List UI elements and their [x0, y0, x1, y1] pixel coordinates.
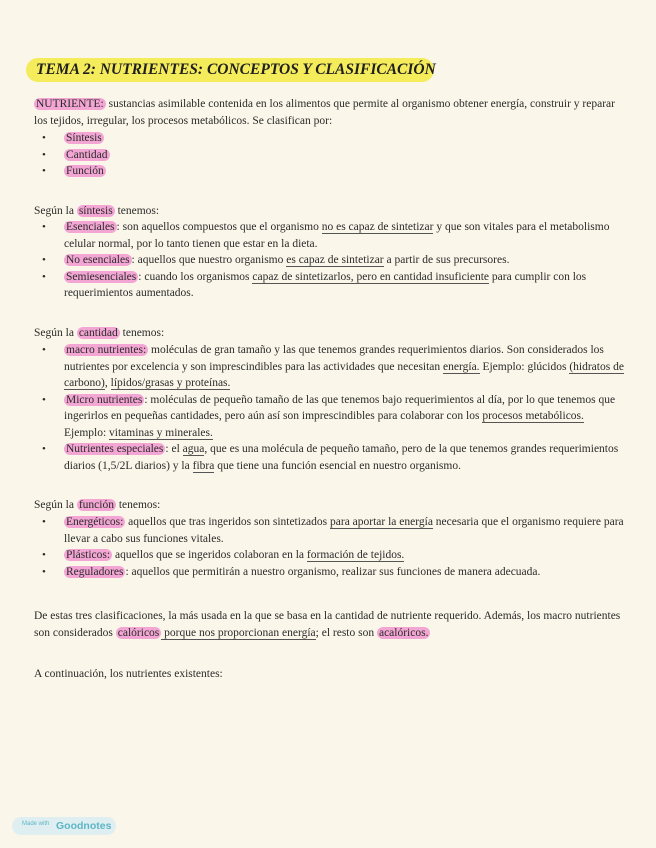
- badge-brand: Goodnotes: [56, 819, 112, 832]
- list-item: • Micro nutrientes : moléculas de pequeño tamaño de las que tenemos bajo requerimientos al día, por lo que tenemos que ingerirlos en pequeñas cantidades, pero aún así son imprescindibles para colaborar con los procesos metabólicos. Ejemplo: vitaminas y minerales.: [34, 392, 624, 442]
- badge-small-text: Made with: [22, 821, 50, 827]
- next-section-text: A continuación, los nutrientes existentes:: [34, 668, 223, 680]
- sintesis-heading: Según la síntesis tenemos:: [34, 205, 160, 217]
- funcion-key: función: [78, 499, 114, 511]
- sintesis-key: síntesis: [78, 205, 113, 217]
- cantidad-heading: Según la cantidad tenemos:: [34, 327, 165, 339]
- sintesis-list: [34, 219, 624, 302]
- list-item: • No esenciales : aquellos que nuestro organismo es capaz de sintetizar a partir de sus precursores.: [34, 252, 624, 269]
- classification-list: [34, 130, 624, 180]
- nutriente-term: NUTRIENTE:: [36, 98, 104, 110]
- list-item: • macro nutrientes: moléculas de gran tamaño y las que tenemos grandes requerimientos diarios. Son considerados los nutrientes por excelencia y son imprescindibles para las actividades que necesitan energía. Ejemplo: glúcidos (hidratos de carbono), lípidos/grasas y proteínas.: [34, 342, 624, 392]
- funcion-heading: Según la función tenemos:: [34, 499, 161, 511]
- list-item: • Función: [34, 163, 624, 180]
- cantidad-key: cantidad: [78, 327, 118, 339]
- goodnotes-badge: [12, 817, 116, 835]
- list-item: • Nutrientes especiales : el agua, que es una molécula de pequeño tamaño, pero de la que tenemos grandes requerimientos diarios (1,5/2L diarios) y la fibra que tiene una función esencial en nuestro organismo.: [34, 441, 624, 474]
- list-item: • Reguladores : aquellos que permitirán a nuestro organismo, realizar sus funciones de manera adecuada.: [34, 564, 624, 581]
- list-item: • Esenciales : son aquellos compuestos que el organismo no es capaz de sintetizar y que son vitales para el metabolismo celular normal, por lo tanto tienen que estar en la dieta.: [34, 219, 624, 252]
- nutriente-definition: [34, 96, 626, 129]
- conclusion-paragraph: De estas tres clasificaciones, la más usada en la que se basa en la cantidad de nutriente requerido. Además, los macro nutrientes son considerados calóricos porque nos proporcionan energía; el resto son acalóricos.: [34, 610, 621, 639]
- list-item: • Semiesenciales : cuando los organismos capaz de sintetizarlos, pero en cantidad insuficiente para cumplir con los requerimientos aumentados.: [34, 269, 624, 302]
- page-title: TEMA 2: NUTRIENTES: CONCEPTOS Y CLASIFICACIÓN: [36, 61, 436, 78]
- list-item: • Energéticos: aquellos que tras ingeridos son sintetizados para aportar la energía necesaria que el organismo requiere para llevar a cabo sus funciones vitales.: [34, 514, 624, 547]
- list-item: • Cantidad: [34, 147, 624, 164]
- nutriente-text: sustancias asimilable contenida en los alimentos que permite al organismo obtener energía, construir y reparar los tejidos, irregular, los procesos metabólicos. Se clasifican por:: [34, 98, 615, 127]
- title-highlight: [26, 58, 434, 82]
- list-item: • Plásticos: aquellos que se ingeridos colaboran en la formación de tejidos.: [34, 547, 624, 564]
- list-item: • Síntesis: [34, 130, 624, 147]
- funcion-list: [34, 514, 624, 580]
- cantidad-list: [34, 342, 624, 474]
